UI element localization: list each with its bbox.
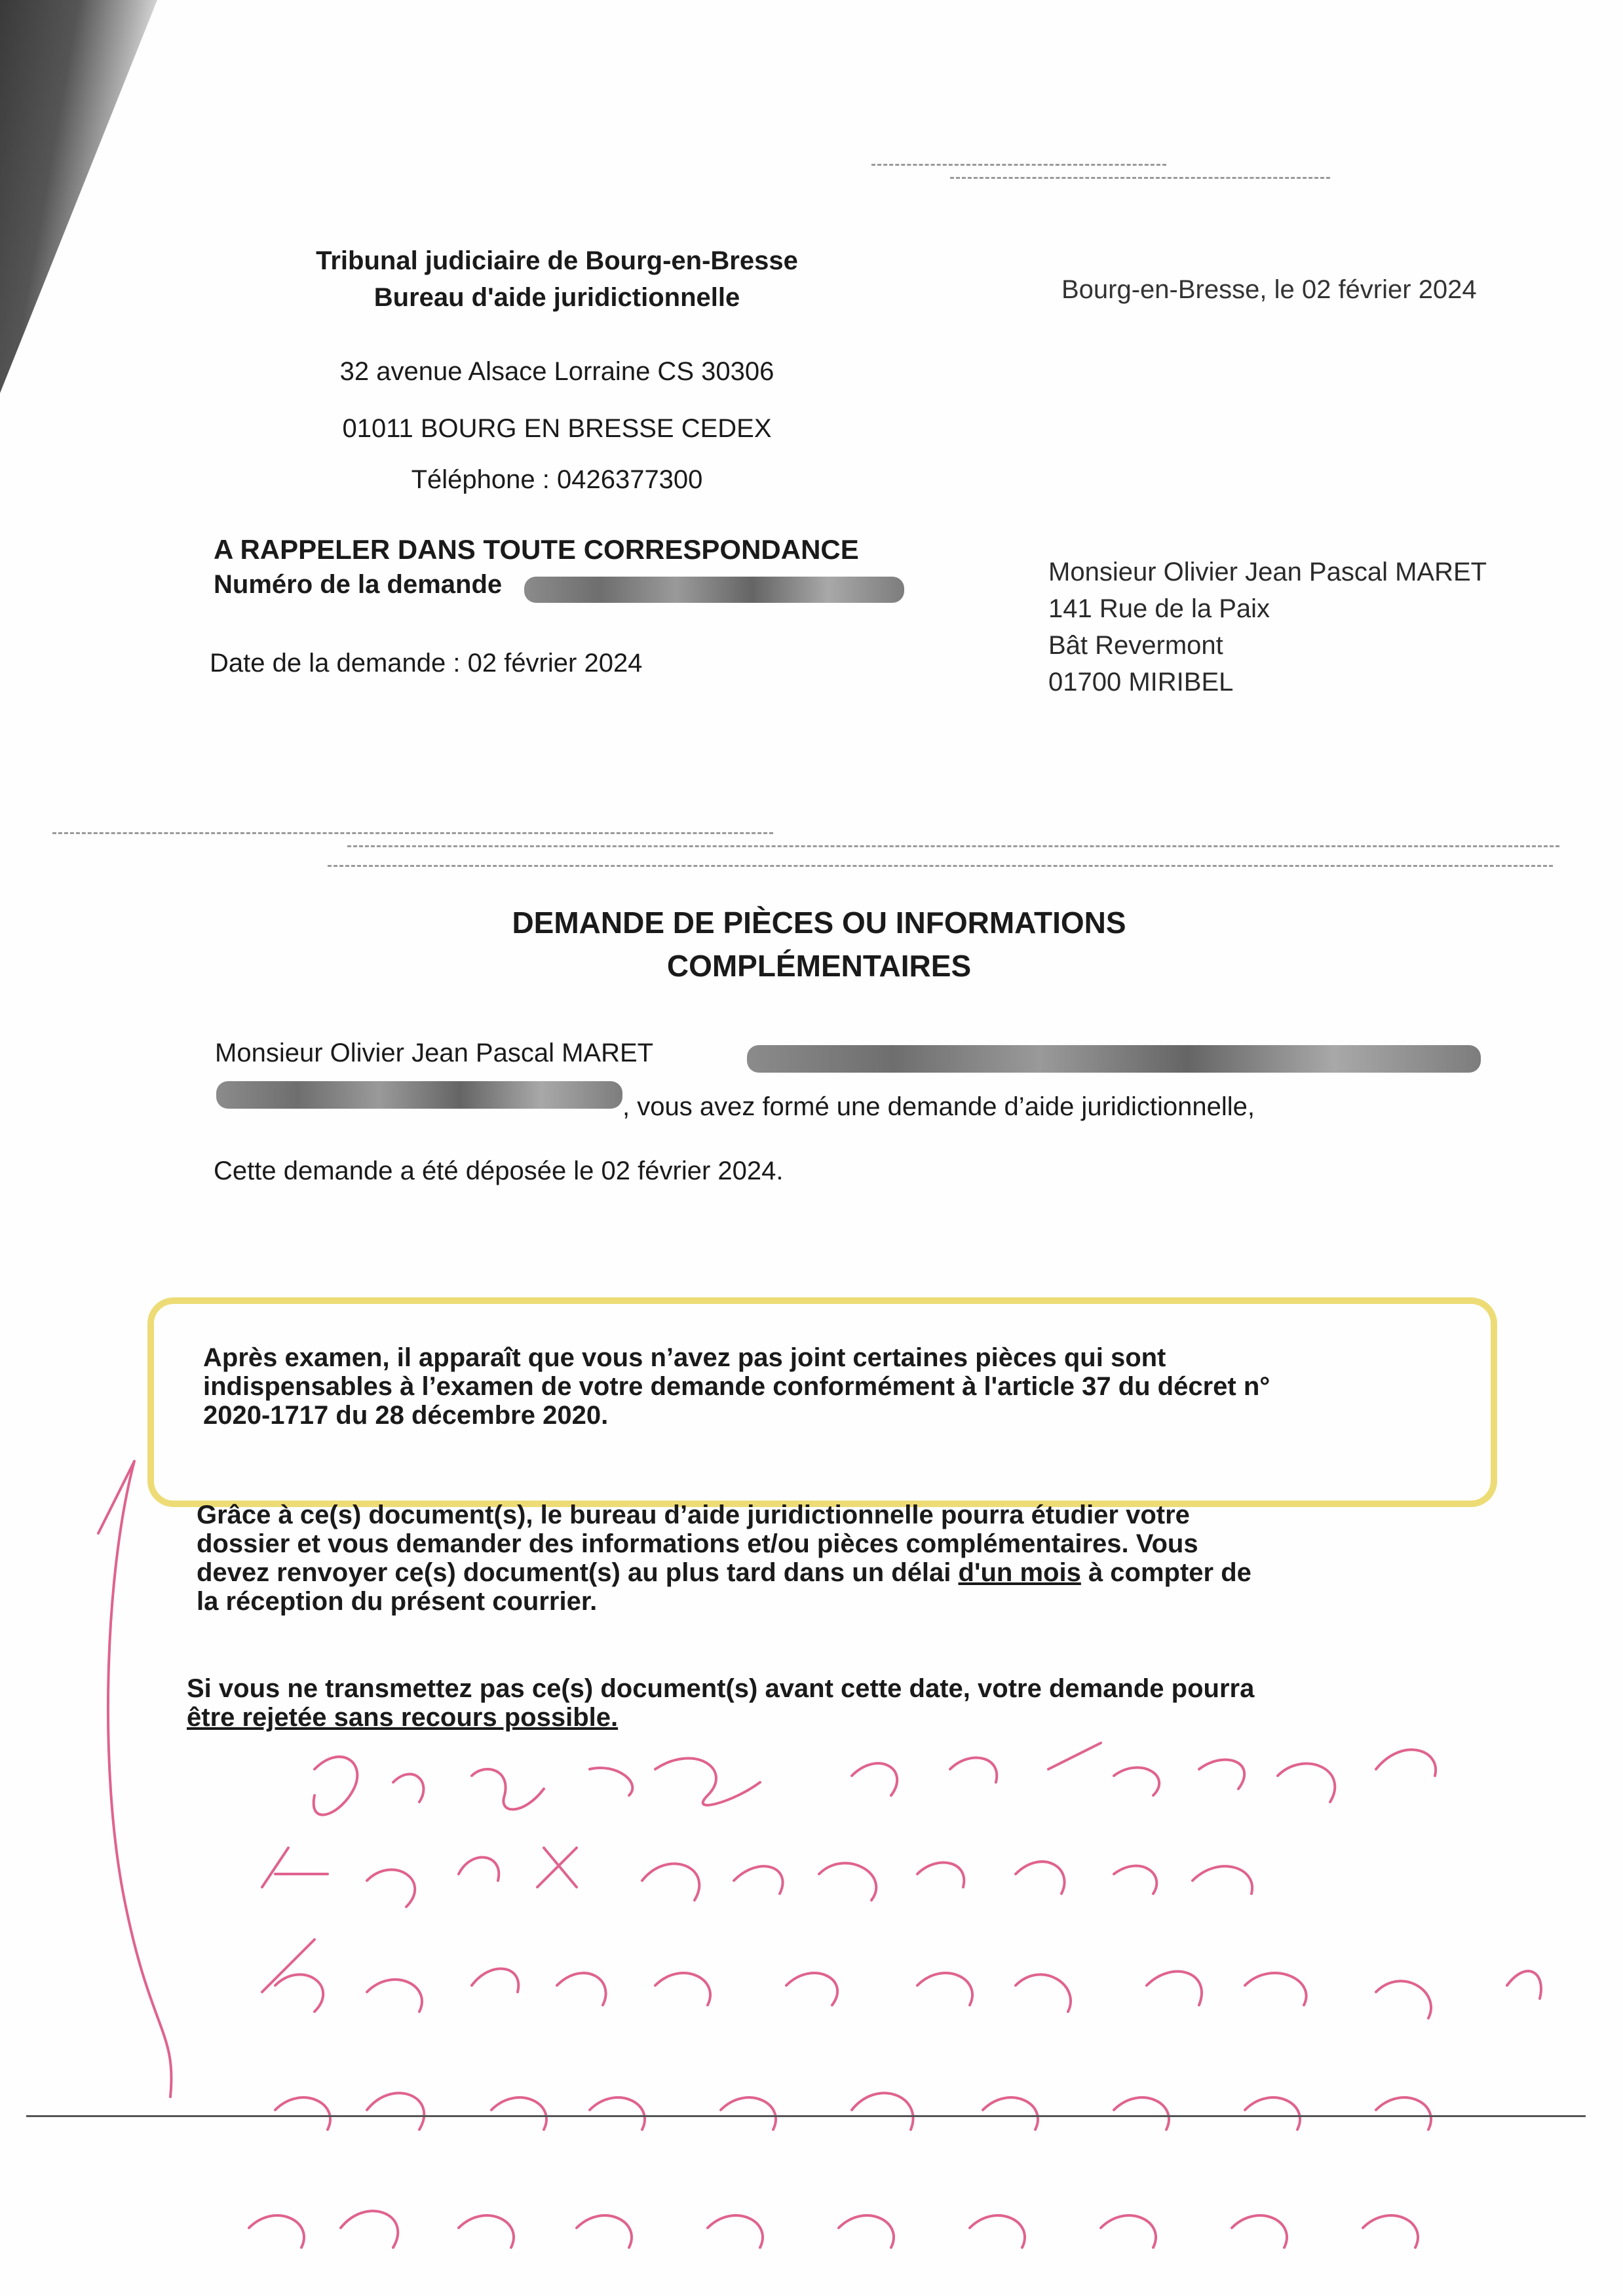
place-date: Bourg-en-Bresse, le 02 février 2024: [1061, 275, 1477, 304]
margin-bracket: [98, 1461, 134, 1533]
handwriting-stroke: [249, 2211, 1418, 2248]
handwriting-stroke: [262, 1940, 1541, 2018]
title-line1: DEMANDE DE PIÈCES OU INFORMATIONS: [512, 906, 1126, 940]
recipient-building: Bât Revermont: [1048, 631, 1223, 660]
reference-number-label: Numéro de la demande: [214, 570, 503, 599]
request-date: Date de la demande : 02 février 2024: [210, 649, 643, 678]
paragraph-text: devez renvoyer ce(s) document(s) au plus tard dans un délai: [197, 1558, 959, 1587]
title-line2: COMPLÉMENTAIRES: [666, 949, 972, 983]
paragraph-line: 2020-1717 du 28 décembre 2020.: [203, 1401, 609, 1430]
court-name: Tribunal judiciaire de Bourg-en-Bresse: [316, 246, 798, 275]
reference-notice: A RAPPELER DANS TOUTE CORRESPONDANCE: [214, 534, 859, 565]
rejection-underlined: être rejetée sans recours possible.: [187, 1703, 619, 1732]
handwriting-stroke: [314, 1743, 1436, 1815]
court-city: 01011 BOURG EN BRESSE CEDEX: [342, 414, 772, 443]
court-phone: Téléphone : 0426377300: [411, 465, 703, 494]
paragraph-line: indispensables à l’examen de votre demande conformément à l'article 37 du décret n°: [203, 1372, 1270, 1401]
intro-name: Monsieur Olivier Jean Pascal MARET: [215, 1039, 654, 1067]
paragraph-text: à compter de: [1080, 1558, 1251, 1587]
recipient-street: 141 Rue de la Paix: [1048, 594, 1270, 623]
handwriting-stroke: [275, 2093, 1431, 2130]
handwriting-stroke: [262, 1848, 1252, 1907]
paragraph-line: dossier et vous demander des informations et/ou pièces complémentaires. Vous: [197, 1529, 1198, 1558]
court-street: 32 avenue Alsace Lorraine CS 30306: [339, 357, 774, 386]
recipient-name: Monsieur Olivier Jean Pascal MARET: [1048, 558, 1487, 586]
deadline-underlined: d'un mois: [958, 1558, 1081, 1587]
margin-bracket: [108, 1461, 172, 2097]
intro-deposited: Cette demande a été déposée le 02 février 2024.: [214, 1157, 784, 1185]
bottom-rule: [26, 2115, 1586, 2117]
paragraph-line: Si vous ne transmettez pas ce(s) document(s) avant cette date, votre demande pourra: [187, 1674, 1255, 1703]
paragraph-line: la réception du présent courrier.: [197, 1587, 598, 1616]
recipient-city: 01700 MIRIBEL: [1048, 668, 1234, 697]
court-office: Bureau d'aide juridictionnelle: [373, 283, 740, 312]
paragraph-line: Grâce à ce(s) document(s), le bureau d’aide juridictionnelle pourra étudier votre: [197, 1501, 1190, 1529]
paragraph-line: Après examen, il apparaît que vous n’avez pas joint certaines pièces qui sont: [203, 1343, 1166, 1372]
intro-formed: , vous avez formé une demande d’aide juridictionnelle,: [622, 1092, 1255, 1121]
